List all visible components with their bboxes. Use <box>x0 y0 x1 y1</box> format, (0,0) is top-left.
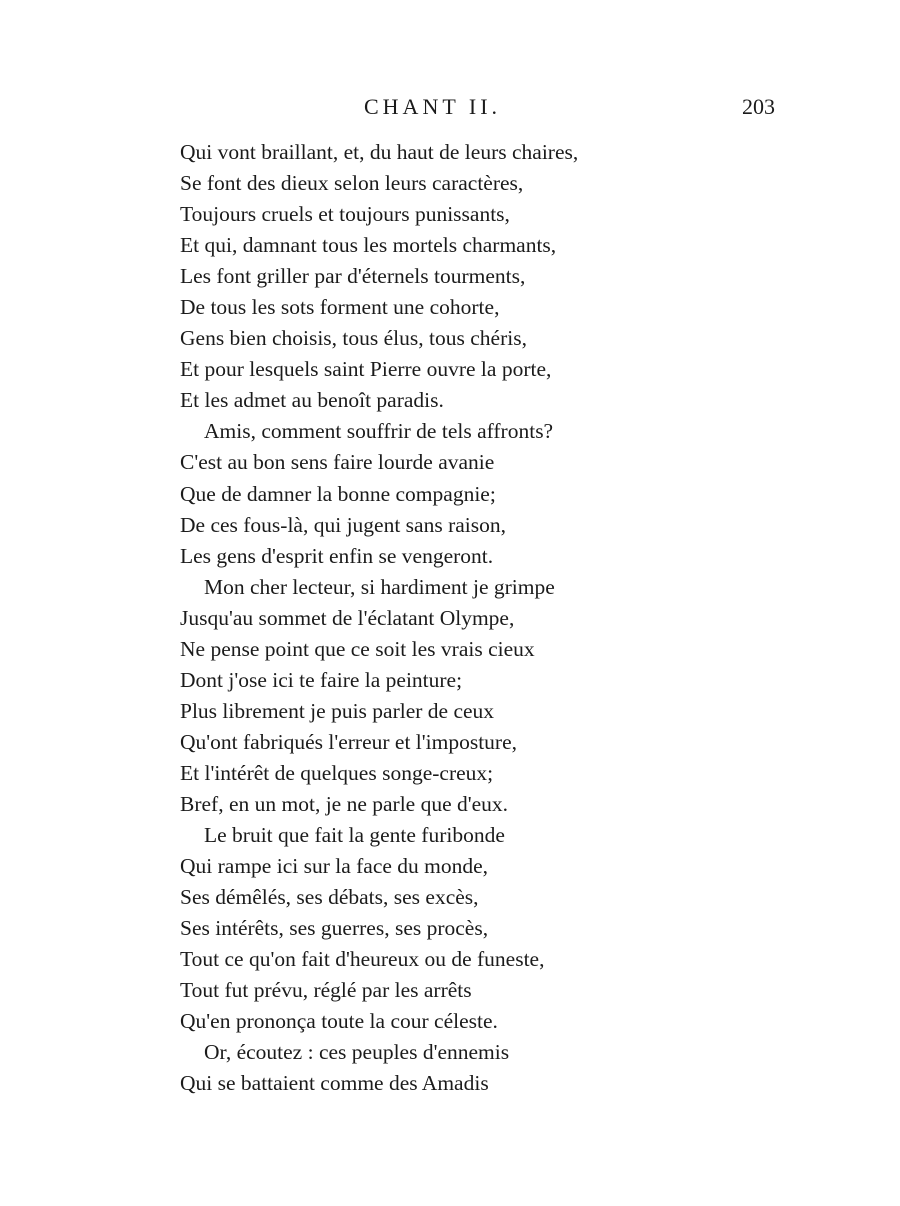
verse-line: Les font griller par d'éternels tourments, <box>180 264 526 289</box>
verse-line: Or, écoutez : ces peuples d'ennemis <box>204 1040 510 1065</box>
chapter-title: CHANT II. <box>364 94 502 119</box>
verse-line: C'est au bon sens faire lourde avanie <box>180 450 495 475</box>
verse-line: Que de damner la bonne compagnie; <box>180 481 496 506</box>
verse-line: Toujours cruels et toujours punissants, <box>180 202 510 227</box>
verse-line: Ne pense point que ce soit les vrais cieux <box>180 636 535 661</box>
verse-line: Amis, comment souffrir de tels affronts? <box>204 419 554 444</box>
verse-text <box>180 137 740 1099</box>
verse-line: Qui rampe ici sur la face du monde, <box>180 854 489 879</box>
verse-line: Jusqu'au sommet de l'éclatant Olympe, <box>180 605 515 630</box>
verse-line: Le bruit que fait la gente furibonde <box>204 823 505 848</box>
verse-line: Tout ce qu'on fait d'heureux ou de funeste, <box>180 947 545 972</box>
verse-line: Mon cher lecteur, si hardiment je grimpe <box>204 574 555 599</box>
verse-line: De ces fous-là, qui jugent sans raison, <box>180 512 507 537</box>
verse-line: Ses démêlés, ses débats, ses excès, <box>180 885 479 910</box>
verse-line: Plus librement je puis parler de ceux <box>180 698 495 723</box>
verse-line: Se font des dieux selon leurs caractères, <box>180 171 524 196</box>
verse-line: Bref, en un mot, je ne parle que d'eux. <box>180 791 509 816</box>
verse-line: Et l'intérêt de quelques songe-creux; <box>180 760 494 785</box>
verse-line: Et pour lesquels saint Pierre ouvre la porte, <box>180 357 552 382</box>
verse-line: Qui vont braillant, et, du haut de leurs chaires, <box>180 140 579 164</box>
verse-line: Qui se battaient comme des Amadis <box>180 1071 489 1096</box>
verse-line: Les gens d'esprit enfin se vengeront. <box>180 543 494 568</box>
verse-line: Qu'ont fabriqués l'erreur et l'imposture, <box>180 729 518 754</box>
verse-line: Gens bien choisis, tous élus, tous chéris, <box>180 326 527 351</box>
page-number: 203 <box>742 94 775 119</box>
running-head <box>0 92 900 124</box>
verse-line: Ses intérêts, ses guerres, ses procès, <box>180 916 489 941</box>
verse-line: Qu'en prononça toute la cour céleste. <box>180 1009 498 1034</box>
verse-line: De tous les sots forment une cohorte, <box>180 295 500 320</box>
verse-line: Et les admet au benoît paradis. <box>180 388 444 413</box>
verse-line: Dont j'ose ici te faire la peinture; <box>180 667 463 692</box>
verse-line: Et qui, damnant tous les mortels charmants, <box>180 233 557 258</box>
verse-line: Tout fut prévu, réglé par les arrêts <box>180 978 472 1003</box>
